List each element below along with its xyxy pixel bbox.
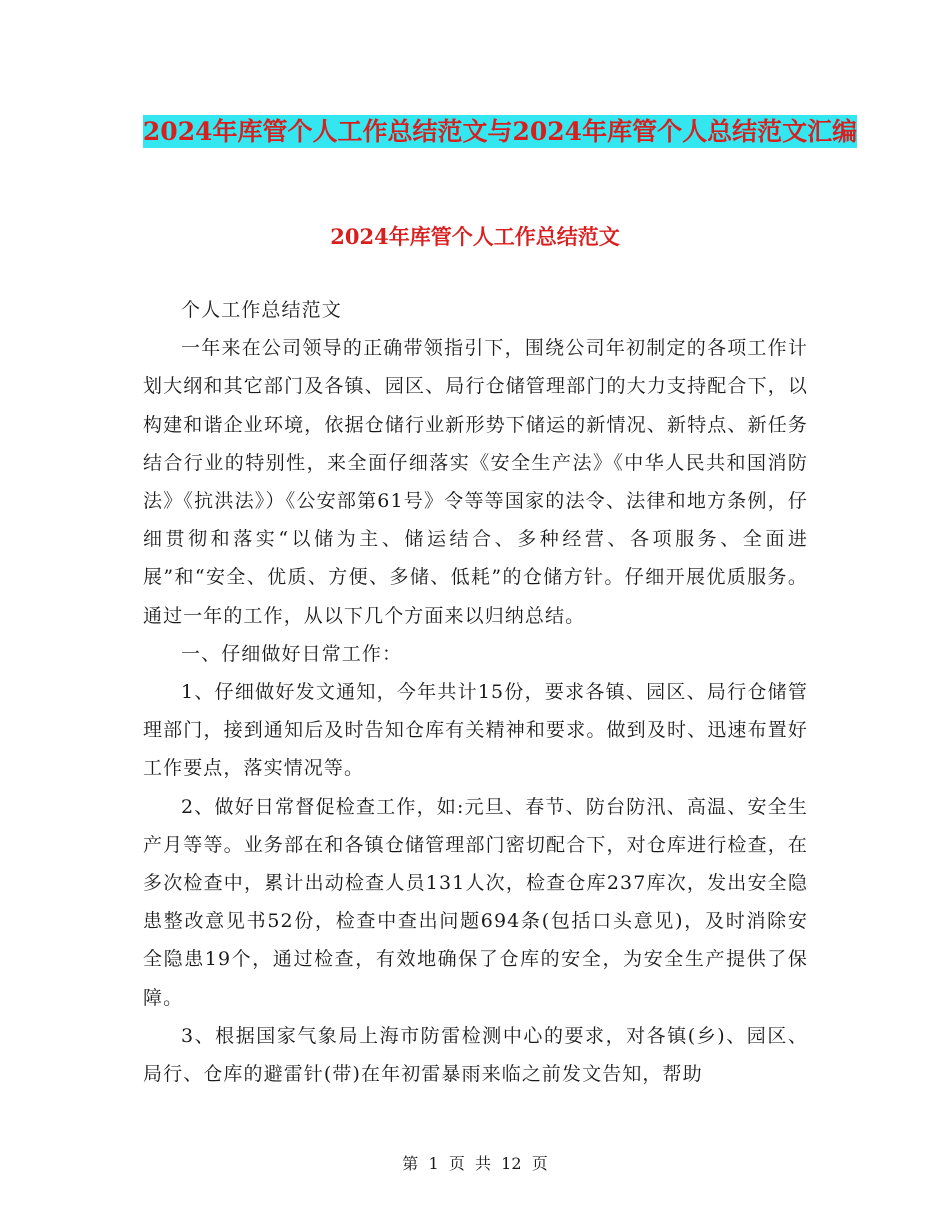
paragraph: 1、仔细做好发文通知，今年共计15份，要求各镇、园区、局行仓储管理部门，接到通知后及时告知仓库有关精神和要求。做到及时、迅速布置好工作要点，落实情况等。 — [143, 681, 808, 780]
paragraph: 一年来在公司领导的正确带领指引下，围绕公司年初制定的各项工作计划大纲和其它部门及各镇、园区、局行仓储管理部门的大力支持配合下，以构建和谐企业环境，依据仓储行业新形势下储运的新情况、新特点、新任务结合行业的特别性，来全面仔细落实《安全生产法》《中华人民共和国消防法》《抗洪法》）《公安部第61号》令等等国家的法令、法律和地方条例，仔细贯彻和落实“以储为主、储运结合、多种经营、各项服务、全面进展”和“安全、优质、方便、多储、低耗”的仓储方针。仔细开展优质服务。通过一年的工作，从以下几个方面来以归纳总结。 — [143, 337, 808, 627]
paragraph: 3、根据国家气象局上海市防雷检测中心的要求，对各镇(乡)、园区、局行、仓库的避雷针(带)在年初雷暴雨来临之前发文告知，帮助 — [143, 1024, 808, 1086]
document-body — [143, 291, 808, 1093]
paragraph-section-heading: 一、仔细做好日常工作： — [181, 642, 403, 665]
document-title — [140, 108, 860, 155]
section-title: 2024年库管个人工作总结范文 — [330, 224, 620, 249]
page-footer: 第 1 页 共 12 页 — [402, 1154, 548, 1173]
document-title-text: 2024年库管个人工作总结范文与2024年库管个人总结范文汇编 — [142, 117, 858, 146]
paragraph-heading: 个人工作总结范文 — [181, 299, 342, 321]
paragraph: 2、做好日常督促检查工作，如:元旦、春节、防台防汛、高温、安全生产月等等。业务部在和各镇仓储管理部门密切配合下，对仓库进行检查，在多次检查中，累计出动检查人员131人次，检查仓库237库次，发出安全隐患整改意见书52份，检查中查出问题694条(包括口头意见)，及时消除安全隐患19个，通过检查，有效地确保了仓库的安全，为安全生产提供了保障。 — [143, 795, 808, 1009]
